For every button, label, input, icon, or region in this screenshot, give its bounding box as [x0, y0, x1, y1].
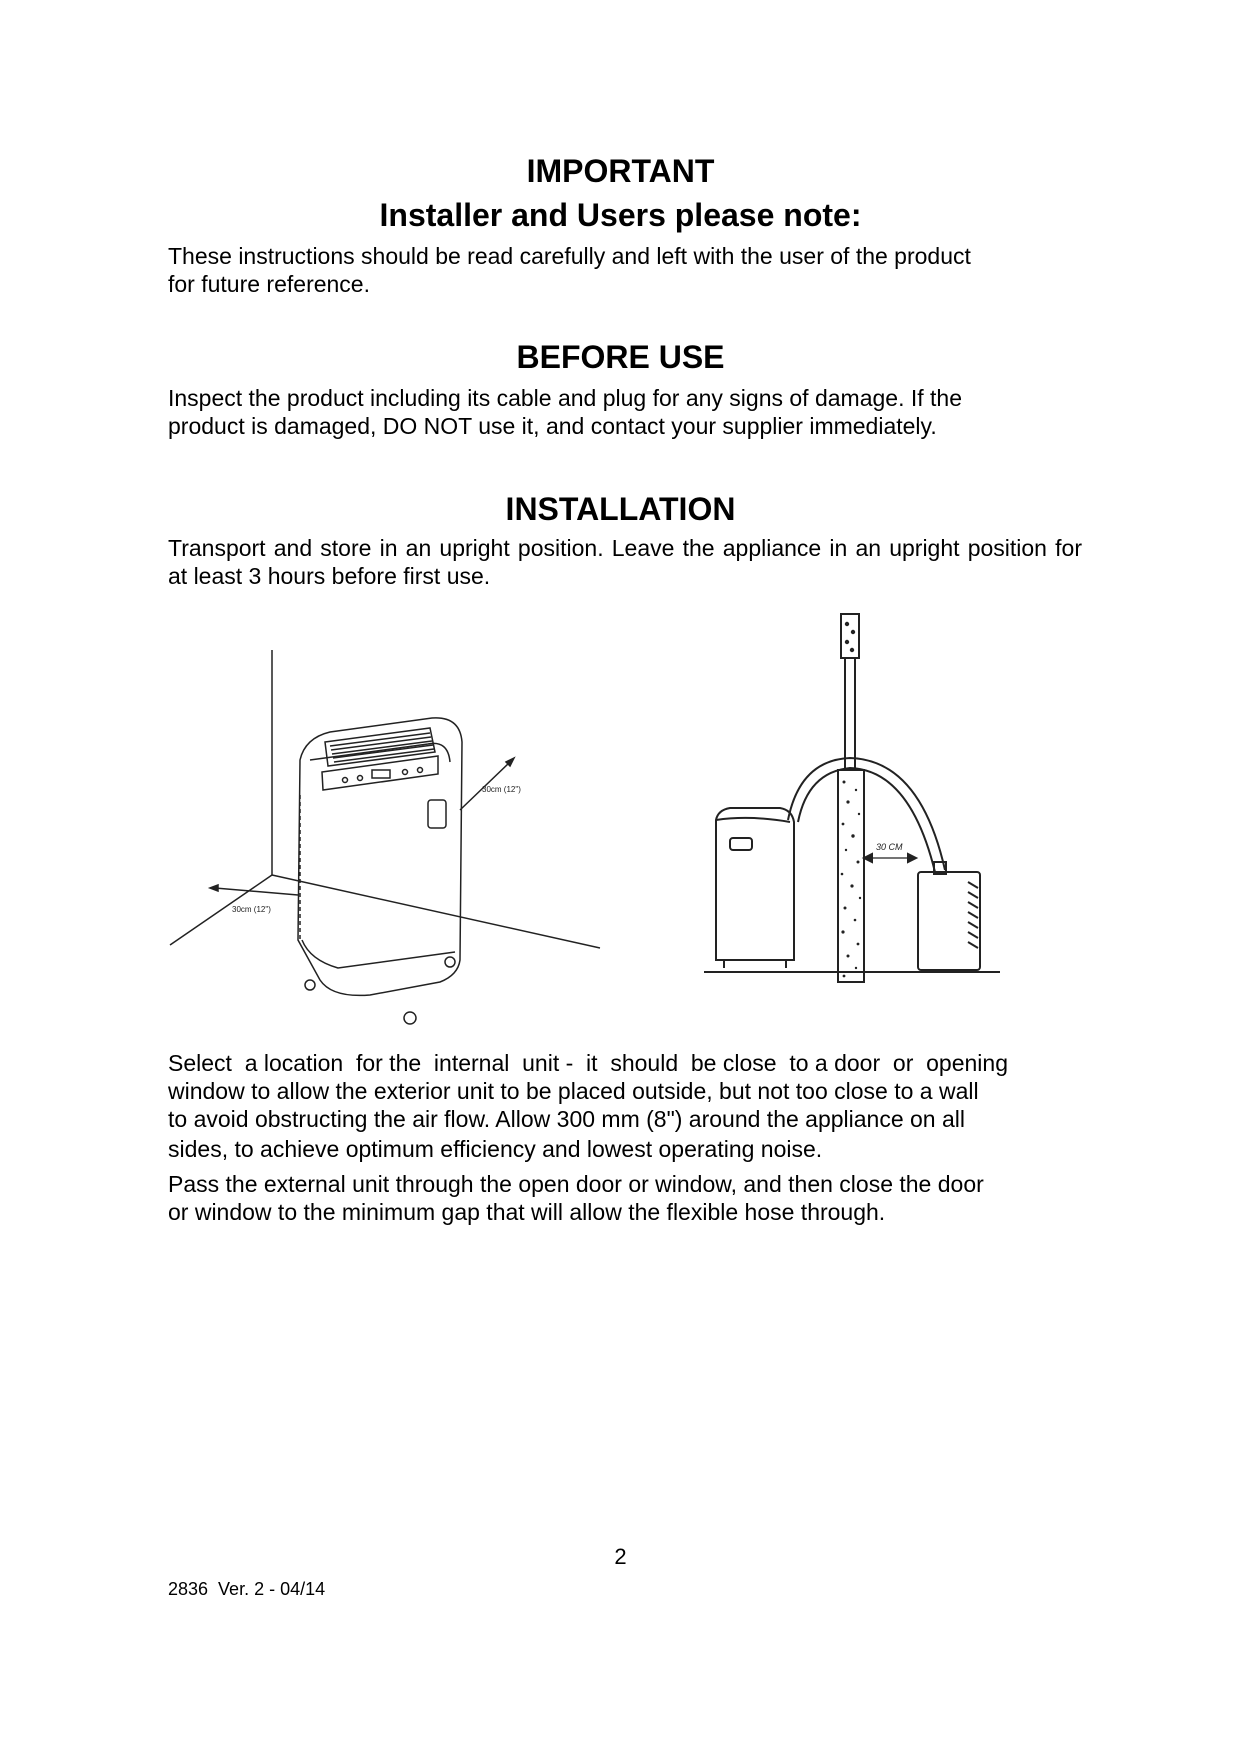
- heading-before-use: BEFORE USE: [516, 339, 725, 375]
- intro-line-1: These instructions should be read carefully and left with the user of the product: [168, 243, 971, 269]
- version-footer: 2836 Ver. 2 - 04/14: [168, 1579, 326, 1599]
- indoor-unit-clearance-figure: [160, 640, 620, 1040]
- before-use-line-2: product is damaged, DO NOT use it, and contact your supplier immediately.: [168, 413, 937, 439]
- side-clearance-label: 30cm (12"): [482, 785, 521, 794]
- before-use-line-1: Inspect the product including its cable and plug for any signs of damage. If the: [168, 385, 962, 411]
- heading-important: IMPORTANT: [526, 153, 715, 189]
- location-paragraph: [168, 1049, 1008, 1163]
- installation-paragraph: Transport and store in an upright position. Leave the appliance in an upright position for at least 3 hours before first use.: [168, 535, 1082, 589]
- pass-line-2: or window to the minimum gap that will allow the flexible hose through.: [168, 1199, 886, 1225]
- front-clearance-label: 30cm (12"): [232, 905, 271, 914]
- location-line-2: window to allow the exterior unit to be placed outside, but not too close to a wall: [168, 1078, 979, 1104]
- pass-line-1: Pass the external unit through the open door or window, and then close the door: [168, 1171, 984, 1197]
- intro-paragraph: [168, 242, 971, 298]
- gap-dimension-label: 30 CM: [876, 842, 903, 852]
- location-line-3: to avoid obstructing the air flow. Allow 300 mm (8") around the appliance on all: [168, 1106, 966, 1132]
- pass-paragraph: [168, 1170, 984, 1226]
- before-use-paragraph: [168, 384, 962, 440]
- page-number: 2: [614, 1544, 627, 1569]
- heading-installer-note: Installer and Users please note:: [379, 197, 862, 233]
- intro-line-2: for future reference.: [168, 271, 370, 297]
- indoor-outdoor-unit-figure: [690, 610, 1070, 990]
- heading-installation: INSTALLATION: [505, 491, 736, 527]
- location-line-1: Select a location for the internal unit - it should be close to a door or opening: [168, 1050, 1008, 1076]
- location-line-4: sides, to achieve optimum efficiency and lowest operating noise.: [168, 1136, 823, 1162]
